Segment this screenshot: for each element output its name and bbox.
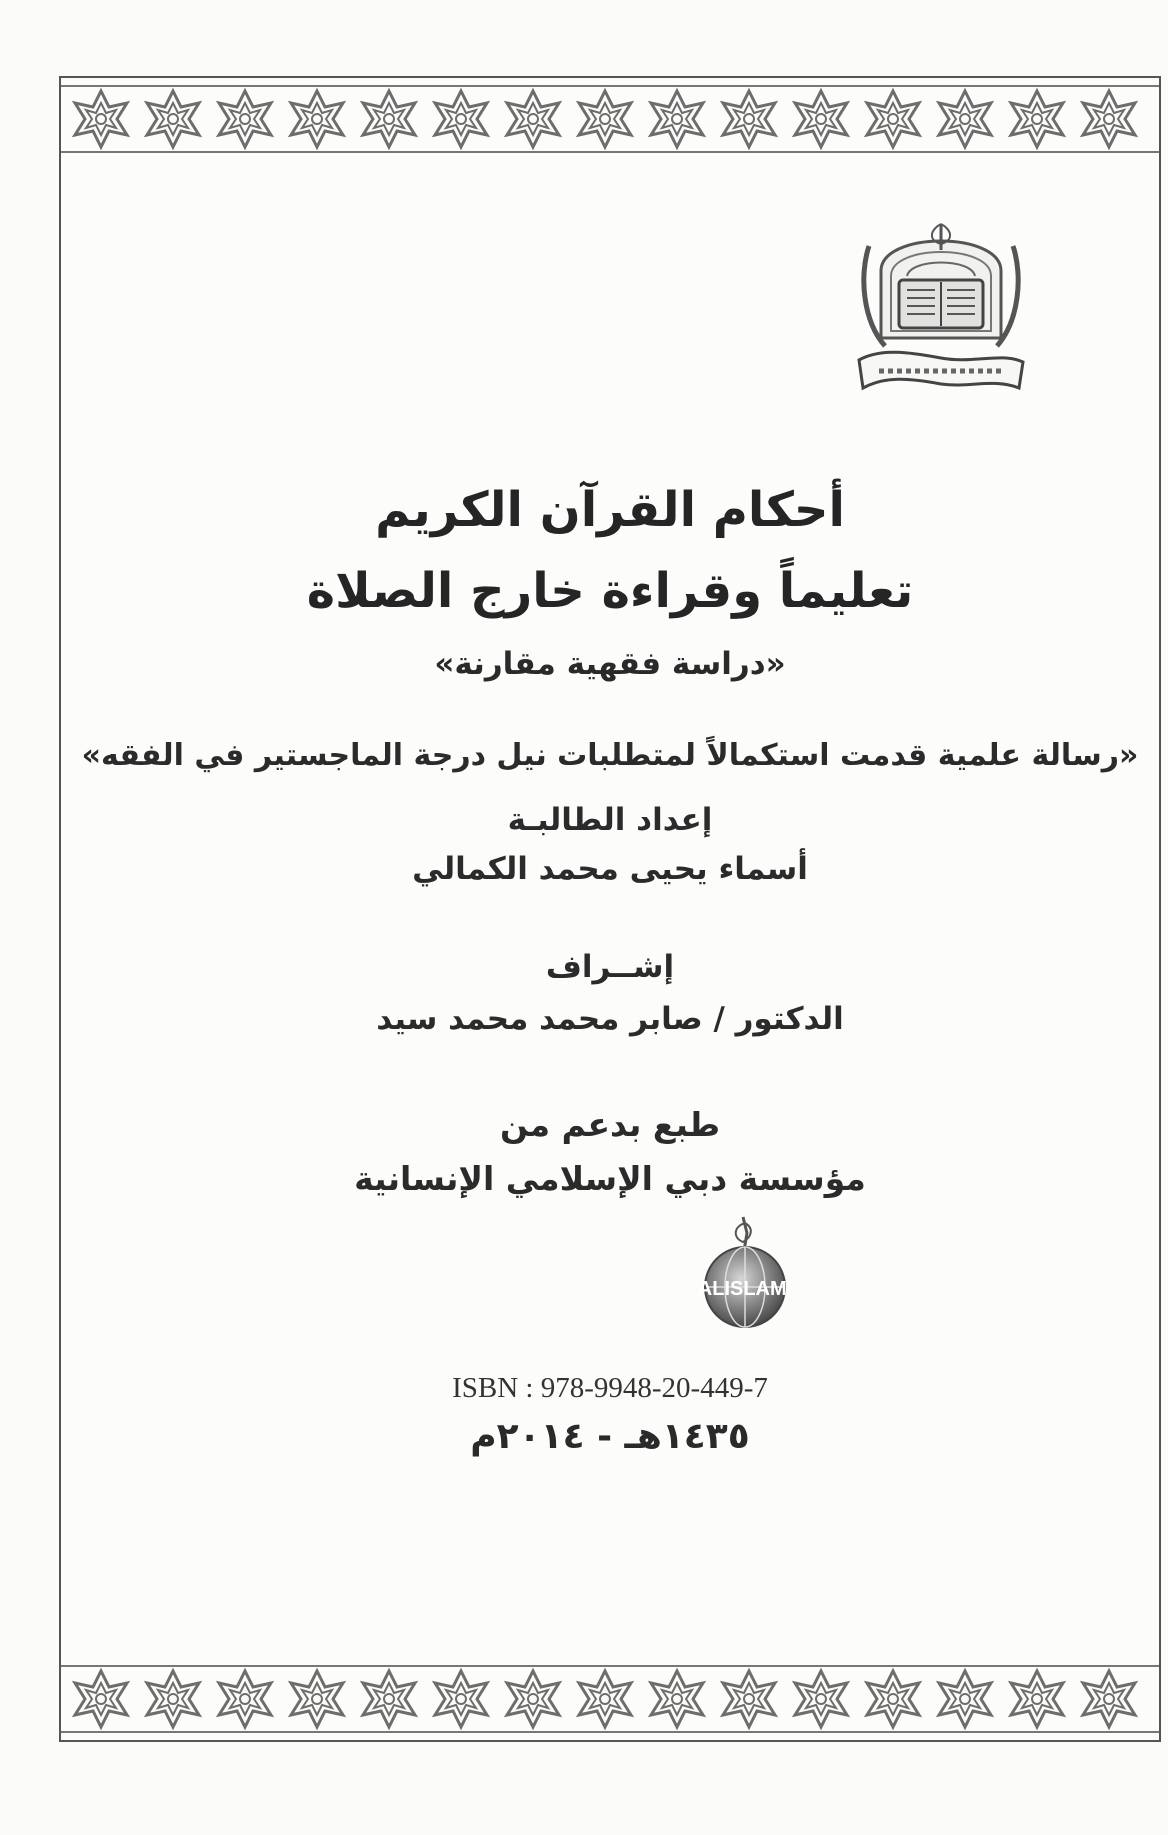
top-ornament-border bbox=[61, 78, 1159, 160]
book-title-line-1: أحكام القرآن الكريم bbox=[375, 482, 845, 538]
publication-dates: ١٤٣٥هـ - ٢٠١٤م bbox=[470, 1416, 750, 1457]
supervisor-name: الدكتور / صابر محمد محمد سيد bbox=[376, 1001, 844, 1037]
thesis-statement: «رسالة علمية قدمت استكمالاً لمتطلبات نيل درجة الماجستير في الفقه» bbox=[81, 738, 1139, 773]
islamic-star-ornament-icon bbox=[61, 78, 1159, 160]
foundation-name: مؤسسة دبي الإسلامي الإنسانية bbox=[354, 1159, 866, 1198]
prepared-by-label: إعداد الطالبـة bbox=[507, 802, 713, 838]
isbn-number: ISBN : 978-9948-20-449-7 bbox=[452, 1372, 768, 1404]
printed-with-support-label: طبع بدعم من bbox=[499, 1105, 721, 1144]
book-title-line-2: تعليماً وقراءة خارج الصلاة bbox=[306, 563, 914, 619]
author-name: أسماء يحيى محمد الكمالي bbox=[412, 851, 808, 887]
supervision-label: إشــراف bbox=[545, 949, 675, 985]
study-type: «دراسة فقهية مقارنة» bbox=[434, 646, 786, 682]
dib-foundation-globe-logo-icon bbox=[655, 1215, 835, 1375]
svg-text:ALISLAMI: ALISLAMI bbox=[697, 1278, 793, 1300]
islamic-star-ornament-icon bbox=[61, 1658, 1159, 1740]
university-crest-icon bbox=[851, 216, 1031, 402]
page-frame bbox=[59, 76, 1161, 1742]
bottom-ornament-border bbox=[61, 1658, 1159, 1740]
